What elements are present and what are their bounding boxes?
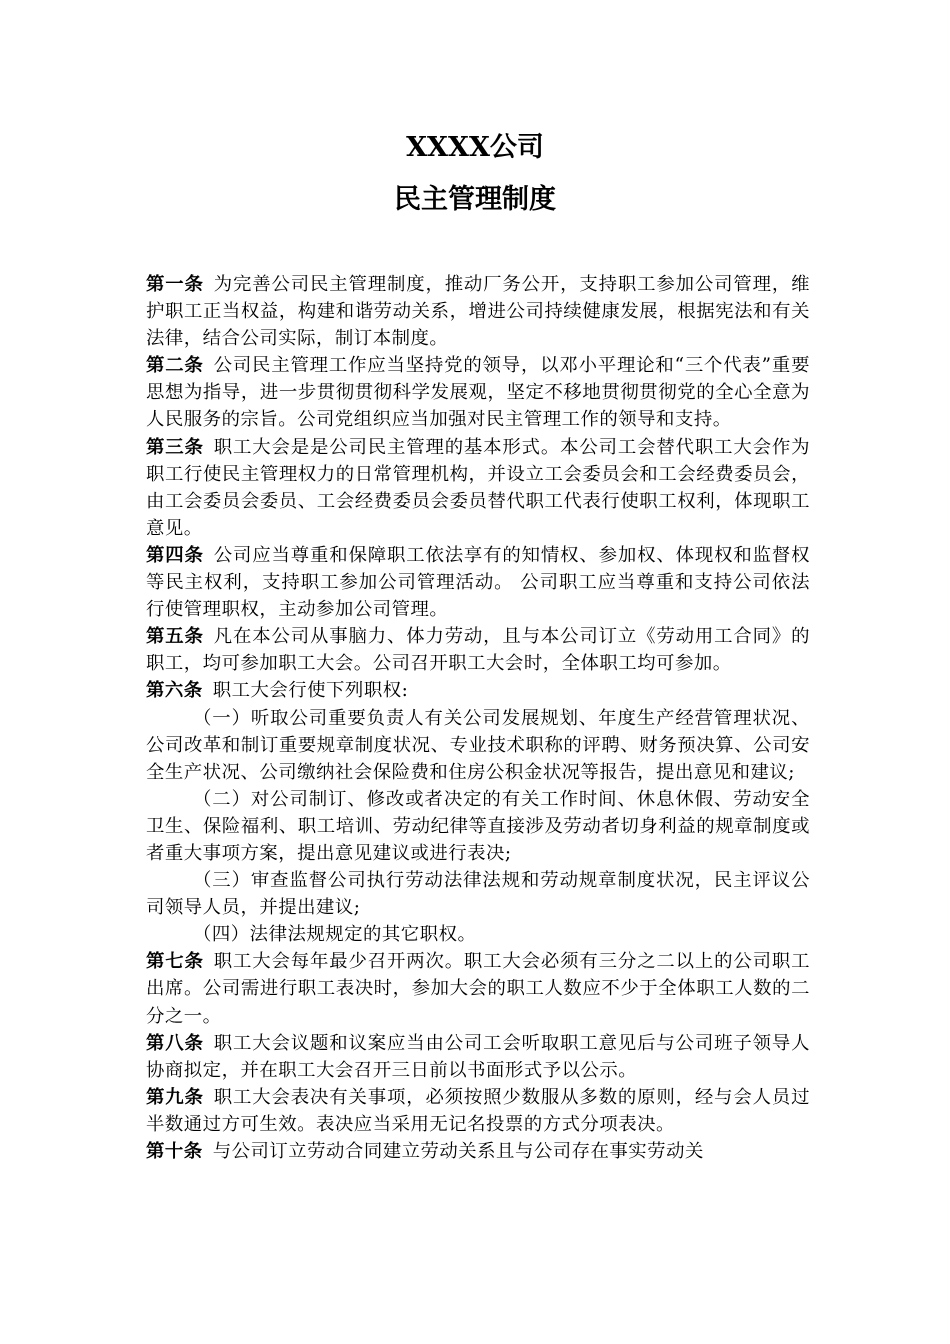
article-number: 第十条 xyxy=(146,1141,203,1162)
article-number: 第六条 xyxy=(146,680,203,702)
article-6-item-2 xyxy=(146,786,810,867)
article-text: 职工大会行使下列职权: xyxy=(212,680,409,702)
article-9 xyxy=(146,1084,810,1138)
article-number: 第九条 xyxy=(146,1086,204,1108)
document-title-regulation: 民主管理制度 xyxy=(394,184,556,215)
item-text: （四）法律法规规定的其它职权。 xyxy=(193,924,477,946)
article-7 xyxy=(146,948,810,1029)
article-number: 第七条 xyxy=(146,951,204,973)
article-6-item-3 xyxy=(146,867,810,921)
article-6 xyxy=(146,677,810,704)
article-number: 第二条 xyxy=(146,355,204,377)
article-number: 第一条 xyxy=(146,274,204,295)
article-text: 与公司订立劳动合同建立劳动关系且与公司存在事实劳动关 xyxy=(212,1141,704,1162)
document-body xyxy=(146,271,810,1165)
article-text: 凡在本公司从事脑力、体力劳动，且与本公司订立《劳动用工合同》的职工，均可参加职工大会。公司召开职工大会时，全体职工均可参加。 xyxy=(146,626,810,675)
article-text: 为完善公司民主管理制度，推动厂务公开，支持职工参加公司管理，维护职工正当权益，构建和谐劳动关系，增进公司持续健康发展，根据宪法和有关法律，结合公司实际，制订本制度。 xyxy=(146,274,810,350)
item-text: （三）审查监督公司执行劳动法律法规和劳动规章制度状况，民主评议公司领导人员，并提出建议; xyxy=(146,870,810,919)
article-text: 职工大会是是公司民主管理的基本形式。本公司工会替代职工大会作为职工行使民主管理权力的日常管理机构，并设立工会委员会和工会经费委员会，由工会委员会委员、工会经费委员会委员替代职工代表行使职工权利，体现职工意见。 xyxy=(146,436,810,539)
article-number: 第四条 xyxy=(146,544,204,566)
article-text: 公司民主管理工作应当坚持党的领导，以邓小平理论和“三个代表”重要思想为指导，进一步贯彻贯彻科学发展观，坚定不移地贯彻贯彻党的全心全意为人民服务的宗旨。公司党组织应当加强对民主管理工作的领导和支持。 xyxy=(146,355,810,431)
article-1 xyxy=(146,271,810,352)
article-2 xyxy=(146,352,810,433)
article-text: 职工大会议题和议案应当由公司工会听取职工意见后与公司班子领导人协商拟定，并在职工大会召开三日前以书面形式予以公示。 xyxy=(146,1032,810,1081)
article-number: 第八条 xyxy=(146,1032,204,1054)
article-6-item-1 xyxy=(146,705,810,786)
article-text: 职工大会表决有关事项，必须按照少数服从多数的原则，经与会人员过半数通过方可生效。表决应当采用无记名投票的方式分项表决。 xyxy=(146,1086,810,1135)
article-text: 公司应当尊重和保障职工依法享有的知情权、参加权、体现权和监督权等民主权利，支持职工参加公司管理活动。 公司职工应当尊重和支持公司依法行使管理职权，主动参加公司管理。 xyxy=(146,544,810,621)
article-8 xyxy=(146,1030,810,1084)
article-10 xyxy=(146,1138,810,1165)
article-4 xyxy=(146,542,810,623)
article-6-item-4 xyxy=(146,921,810,948)
article-text: 职工大会每年最少召开两次。职工大会必须有三分之二以上的公司职工出席。公司需进行职工表决时，参加大会的职工人数应不少于全体职工人数的二分之一。 xyxy=(146,951,810,1027)
article-5 xyxy=(146,623,810,677)
item-text: （二）对公司制订、修改或者决定的有关工作时间、休息休假、劳动安全卫生、保险福利、职工培训、劳动纪律等直接涉及劳动者切身利益的规章制度或者重大事项方案，提出意见建议或进行表决; xyxy=(146,788,810,864)
document-title-company: XXXX公司 xyxy=(406,132,544,163)
article-3 xyxy=(146,434,810,542)
article-number: 第五条 xyxy=(146,626,204,648)
article-number: 第三条 xyxy=(146,436,204,458)
item-text: （一）听取公司重要负责人有关公司发展规划、年度生产经营管理状况、公司改革和制订重要规章制度状况、专业技术职称的评聘、财务预决算、公司安全生产状况、公司缴纳社会保险费和住房公积金状况等报告，提出意见和建议; xyxy=(146,707,810,783)
